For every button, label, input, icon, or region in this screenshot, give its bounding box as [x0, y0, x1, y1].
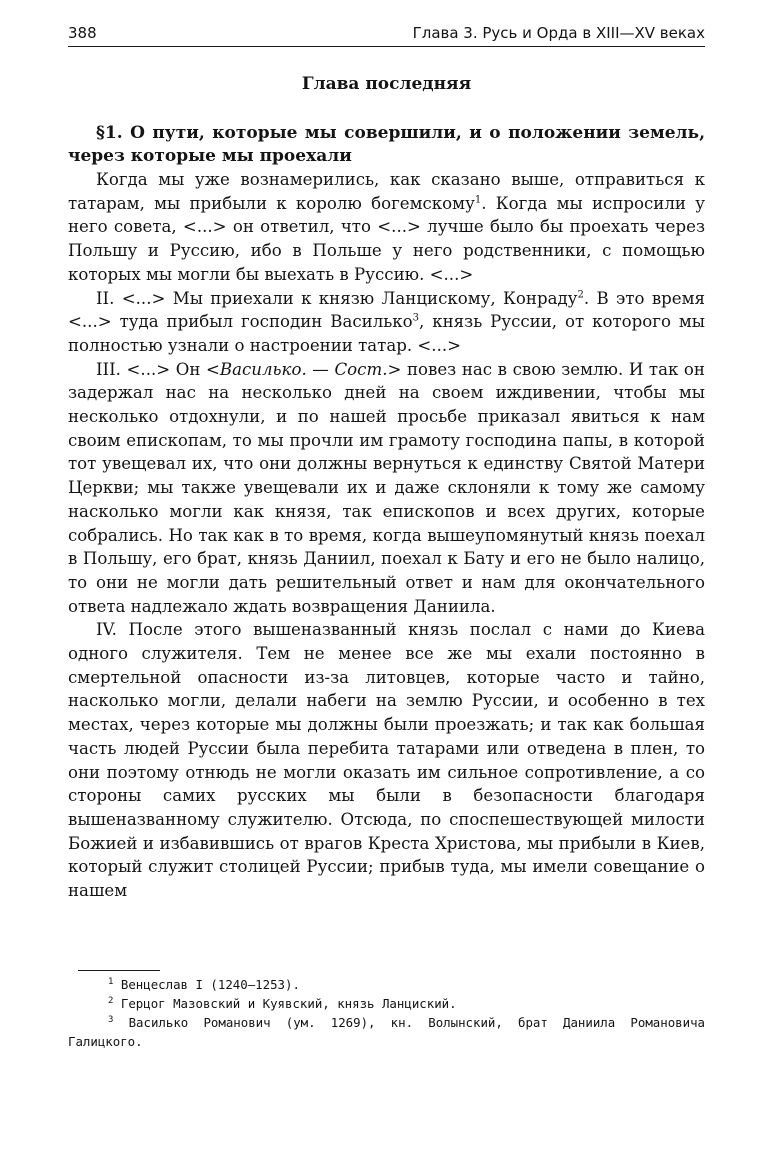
paragraph-text: . В это время <...> туда прибыл господин Василько — [68, 288, 706, 332]
footnote-2 — [68, 994, 705, 1013]
chapter-title: Глава последняя — [301, 74, 472, 94]
editor-note: <Василько. — Сост.> — [205, 359, 402, 379]
section-title: §1. О пути, которые мы совершили, и о положении земель, через которые мы проехали — [68, 123, 705, 166]
paragraph-3 — [68, 358, 705, 619]
body-text — [68, 168, 705, 903]
paragraph-1 — [68, 168, 705, 287]
footnotes — [68, 975, 705, 1051]
footnote-text: Герцог Мазовский и Куявский, князь Ланциский. — [113, 996, 457, 1011]
paragraph-text: III. <...> Он — [96, 359, 206, 379]
footnote-3 — [68, 1013, 705, 1051]
paragraph-text: IV. После этого вышеназванный князь послал с нами до Киева одного служителя. Тем не менее все же мы ехали постоянно в смертельной опасности из-за литовцев, которые часто и тайно, насколько могли, делали набеги на землю Руссии, и особенно в тех местах, через которые мы должны были проезжать; и так как большая часть людей Руссии была перебита татарами или отведена в плен, то они поэтому отнюдь не могли оказать им сильное сопротивление, а со стороны самих русских мы были в безопасности благодаря вышеназванному служителю. Отсюда, по споспешествующей милости Божией и избавившись от врагов Креста Христова, мы прибыли в Киев, который служит столицей Руссии; прибыв туда, мы имели совещание о нашем — [68, 620, 705, 901]
footnote-text: Василько Романович (ум. 1269), кн. Волынский, брат Даниила Романовича Галицкого. — [68, 1015, 705, 1049]
paragraph-2 — [68, 287, 705, 358]
footnote-mark: 2 — [108, 995, 114, 1006]
running-header — [68, 20, 705, 47]
footnote-divider — [78, 970, 160, 971]
paragraph-text: . Когда мы испросили у него совета, <...> он ответил, что <...> лучше было бы проехать через Польшу и Руссию, ибо в Польше у него родственники, с помощью которых мы могли бы выехать в Руссию. <...> — [68, 193, 705, 284]
running-title: Глава 3. Русь и Орда в XIII—XV веках — [412, 24, 705, 42]
paragraph-text: II. <...> Мы приехали к князю Ланцискому, Конраду — [96, 288, 578, 308]
paragraph-4 — [68, 618, 705, 902]
footnote-ref: 2 — [577, 288, 584, 300]
footnote-mark: 3 — [108, 1014, 114, 1025]
footnote-ref: 1 — [474, 194, 482, 206]
paragraph-text: , князь Руссии, от которого мы полностью узнали о настроении татар. <...> — [68, 312, 705, 355]
page-number: 388 — [68, 24, 97, 42]
paragraph-text: Когда мы уже вознамерились, как сказано выше, отправиться к татарам, мы прибыли к королю богемскому — [68, 170, 705, 213]
footnote-mark: 1 — [108, 976, 114, 987]
footnote-1 — [68, 975, 705, 994]
footnote-ref: 3 — [412, 312, 420, 324]
paragraph-text: повез нас в свою землю. И так он задержал нас на несколько дней на своем иждивении, чтобы мы несколько отдохнули, и по нашей просьбе приказал явиться к нам своим епископам, то мы прочли им грамоту господина папы, в которой тот увещевал их, что они должны вернуться к единству Святой Матери Церкви; мы также увещевали их и даже склоняли к тому же самому насколько могли как князя, так епископов и всех других, которые собрались. Но так как в то время, когда вышеупомянутый князь поехал в Польшу, его брат, князь Даниил, поехал к Бату и его не было налицо, то они не могли дать решительный ответ и нам для окончательного ответа надлежало ждать возвращения Даниила. — [68, 359, 705, 616]
footnote-text: Венцеслав I (1240—1253). — [113, 977, 300, 992]
